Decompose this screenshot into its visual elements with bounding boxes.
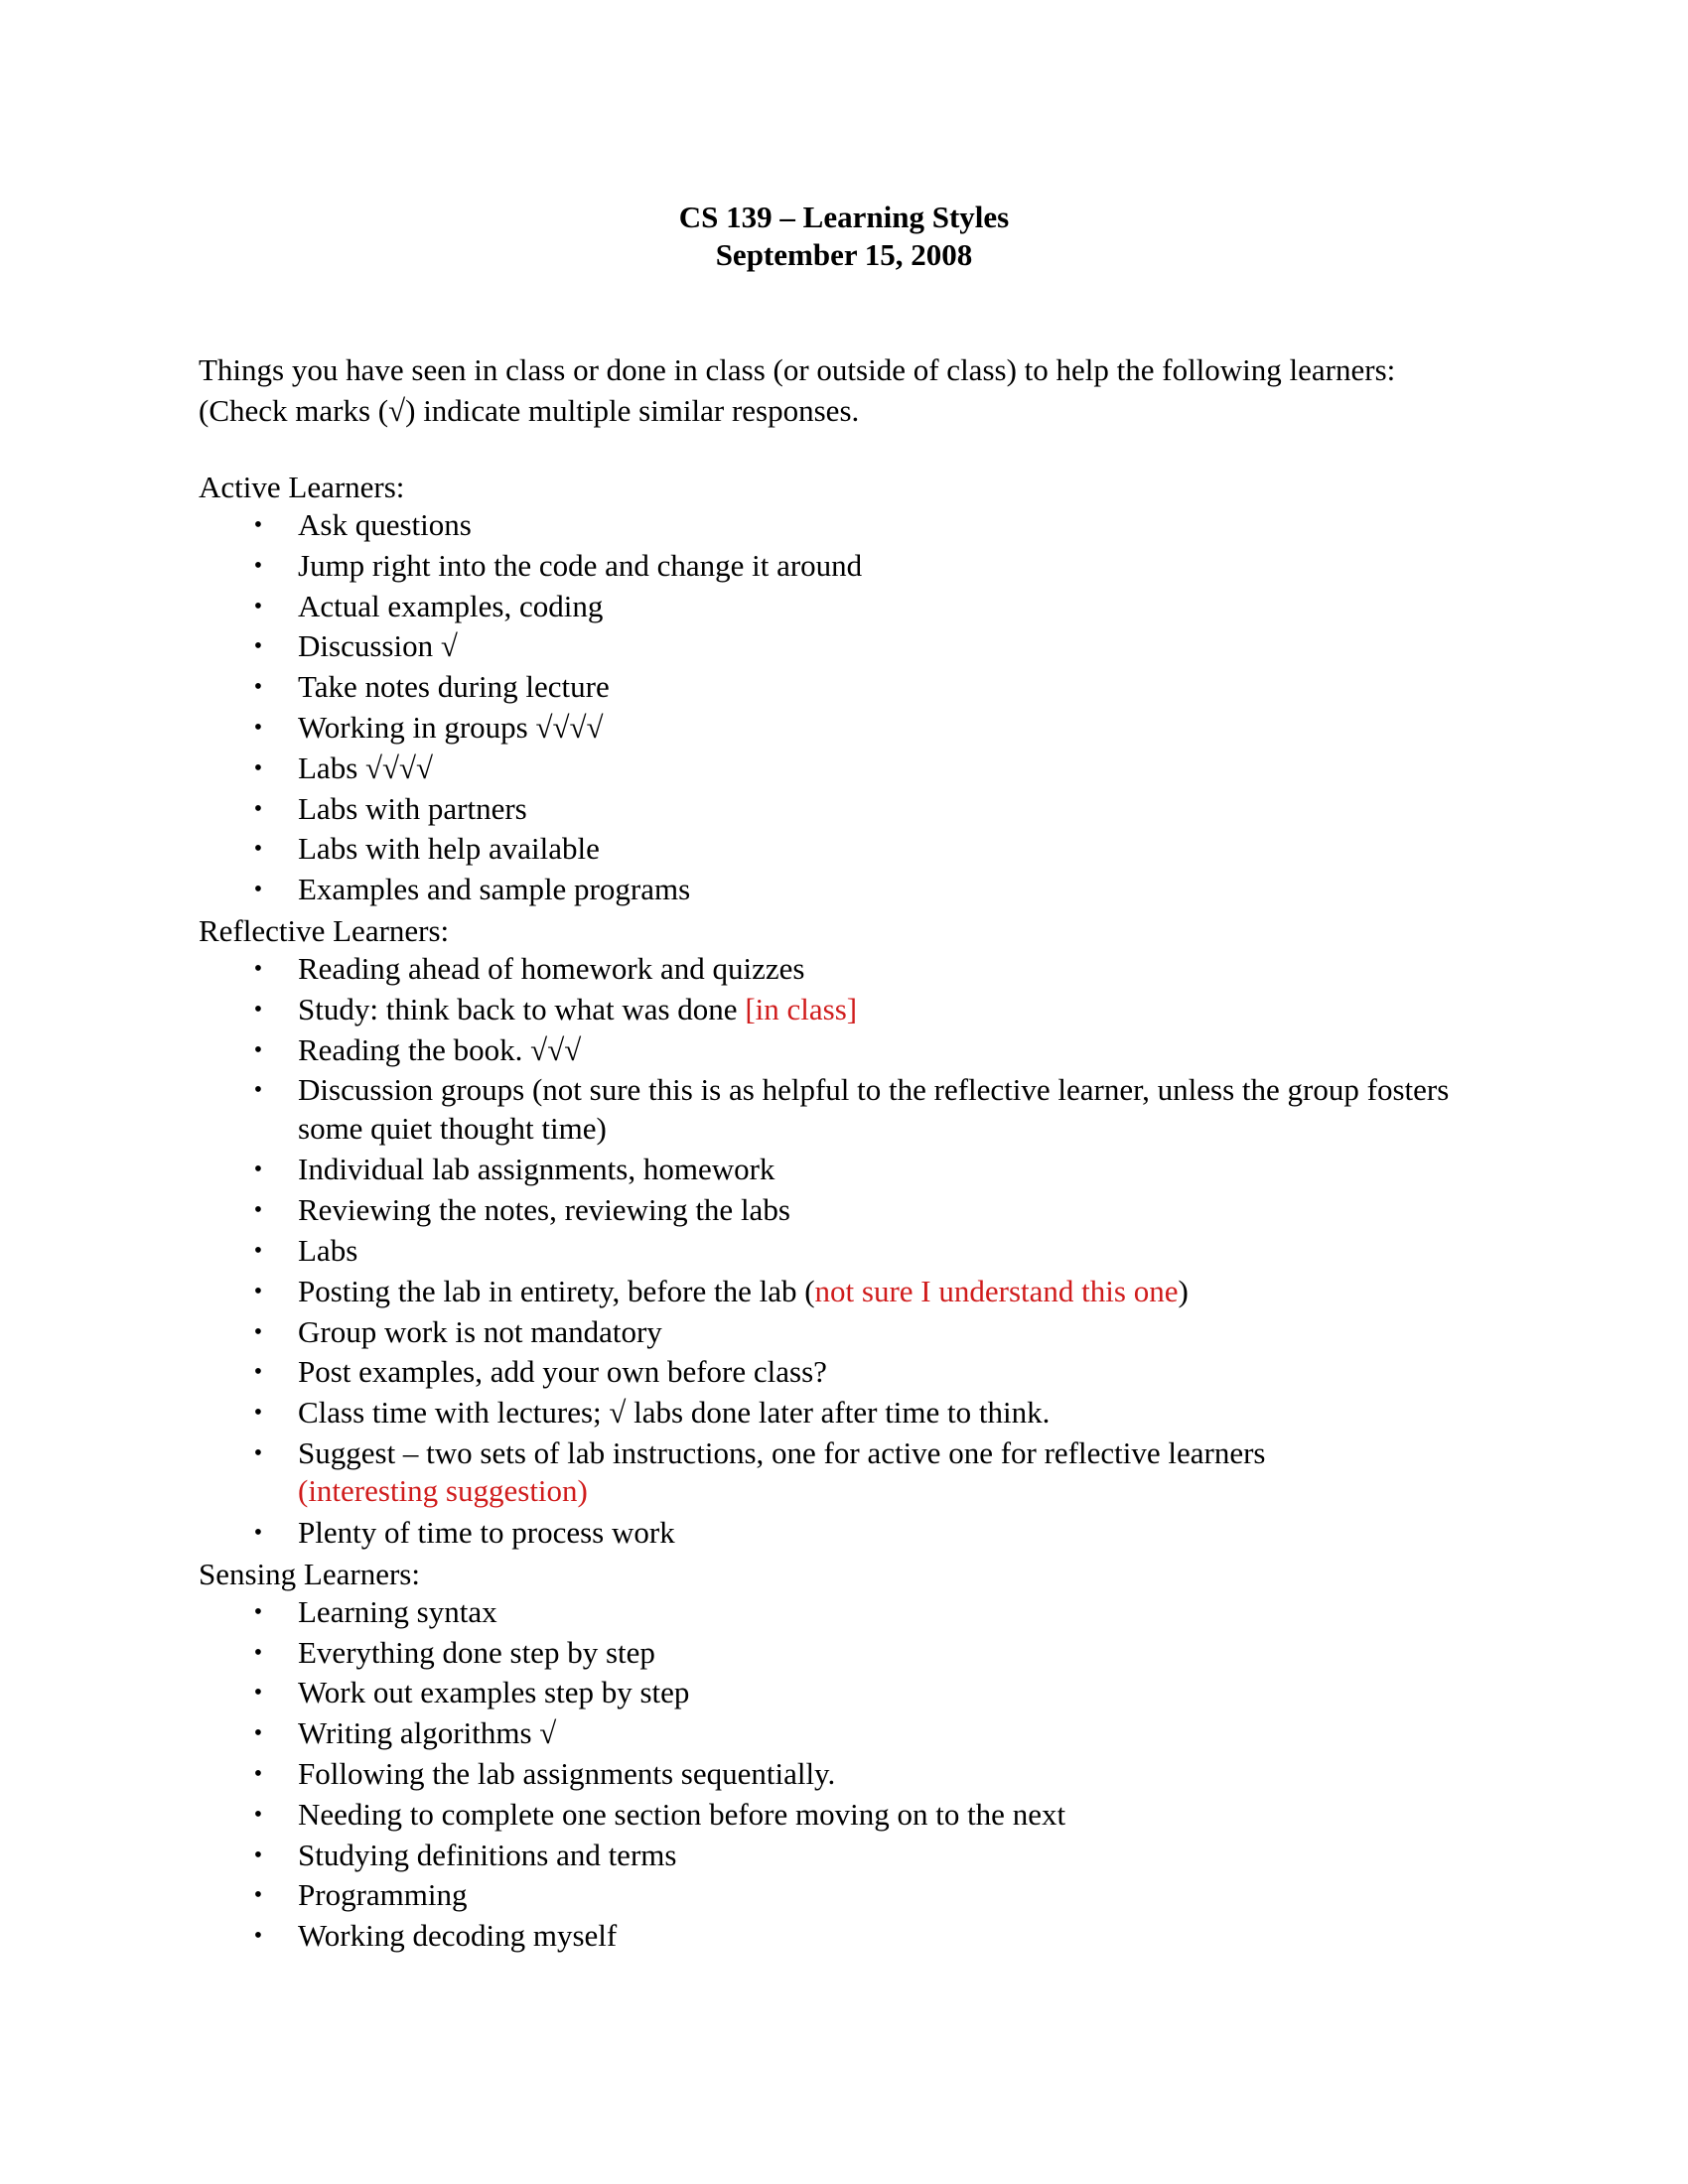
list-item xyxy=(199,1593,1509,1634)
list-item xyxy=(199,1031,1509,1072)
bullet-icon: • xyxy=(253,714,263,741)
list-item xyxy=(199,950,1509,991)
bullet-icon: • xyxy=(253,1882,263,1909)
bullet-icon: • xyxy=(253,955,263,982)
list-item xyxy=(199,1634,1509,1675)
bullet-icon: • xyxy=(253,1801,263,1828)
list-item xyxy=(199,750,1509,790)
item-text xyxy=(298,1435,1265,1509)
item-text: Needing to complete one section before moving on to the next xyxy=(298,1796,1066,1832)
item-text: Individual lab assignments, homework xyxy=(298,1152,775,1187)
list-item xyxy=(199,668,1509,709)
item-text: Discussion √ xyxy=(298,628,458,664)
section-heading: Active Learners: xyxy=(199,470,405,504)
item-text: Reading the book. √√√ xyxy=(298,1031,582,1067)
item-text: Writing algorithms √ xyxy=(298,1715,557,1751)
list-item xyxy=(199,709,1509,750)
bullet-icon: • xyxy=(253,836,263,863)
bullet-icon: • xyxy=(253,1318,263,1345)
item-text xyxy=(298,1274,1189,1308)
section-heading: Sensing Learners: xyxy=(199,1556,420,1591)
bullet-icon: • xyxy=(253,1720,263,1747)
item-text: Class time with lectures; √ labs done later after time to think. xyxy=(298,1395,1051,1431)
instructor-annotation: not sure I understand this one xyxy=(814,1273,1179,1308)
bullet-icon: • xyxy=(253,1639,263,1666)
list-item xyxy=(199,1796,1509,1837)
item-text: Reading ahead of homework and quizzes xyxy=(298,950,805,986)
intro-line-1: Things you have seen in class or done in class (or outside of class) to help the following learners: xyxy=(199,352,1396,387)
bullet-icon: • xyxy=(253,1400,263,1427)
list-item xyxy=(199,790,1509,831)
list-item xyxy=(199,1514,1509,1555)
list-item xyxy=(199,1876,1509,1917)
item-main-text: Posting the lab in entirety, before the lab ( xyxy=(298,1273,815,1308)
bullet-list xyxy=(199,950,1509,1555)
instructor-annotation: [in class] xyxy=(745,991,858,1026)
section-heading: Reflective Learners: xyxy=(199,912,450,948)
item-text: Discussion groups (not sure this is as helpful to the reflective learner, unless the group fosters some quiet thought time) xyxy=(298,1072,1450,1146)
bullet-icon: • xyxy=(253,552,263,579)
list-item xyxy=(199,1313,1509,1354)
item-text: Examples and sample programs xyxy=(298,872,691,907)
item-text: Take notes during lecture xyxy=(298,669,610,705)
item-text xyxy=(298,992,857,1026)
list-item xyxy=(199,547,1509,588)
bullet-icon: • xyxy=(253,754,263,781)
bullet-list xyxy=(199,1593,1509,1958)
bullet-icon: • xyxy=(253,1598,263,1625)
bullet-icon: • xyxy=(253,633,263,660)
item-text: Work out examples step by step xyxy=(298,1675,690,1710)
item-text: Working decoding myself xyxy=(298,1918,618,1954)
bullet-icon: • xyxy=(253,795,263,822)
item-text: Jump right into the code and change it around xyxy=(298,547,863,583)
bullet-icon: • xyxy=(253,674,263,701)
item-text: Group work is not mandatory xyxy=(298,1313,662,1349)
list-item xyxy=(199,1353,1509,1394)
intro-paragraph xyxy=(199,349,1509,431)
bullet-icon: • xyxy=(253,1237,263,1264)
bullet-icon: • xyxy=(253,1519,263,1546)
bullet-icon: • xyxy=(253,1036,263,1063)
item-text: Labs xyxy=(298,1232,358,1268)
list-item xyxy=(199,830,1509,871)
list-item xyxy=(199,1714,1509,1755)
list-item xyxy=(199,1674,1509,1714)
bullet-icon: • xyxy=(253,1077,263,1104)
bullet-icon: • xyxy=(253,1680,263,1706)
bullet-icon: • xyxy=(253,996,263,1023)
list-item xyxy=(199,1837,1509,1877)
item-text: Labs with partners xyxy=(298,790,527,826)
item-text: Ask questions xyxy=(298,507,472,542)
intro-line-2: (Check marks (√) indicate multiple similar responses. xyxy=(199,393,860,428)
item-main-text: Suggest – two sets of lab instructions, one for active one for reflective learners xyxy=(298,1434,1266,1470)
page-date: September 15, 2008 xyxy=(715,237,973,272)
list-item xyxy=(199,627,1509,668)
item-text: Labs √√√√ xyxy=(298,750,434,785)
list-item xyxy=(199,1232,1509,1273)
bullet-icon: • xyxy=(253,512,263,538)
bullet-icon: • xyxy=(253,1923,263,1950)
item-trailing-text: ) xyxy=(1178,1273,1189,1308)
title-block xyxy=(0,199,1688,274)
bullet-icon: • xyxy=(253,1842,263,1868)
list-item xyxy=(199,1394,1509,1434)
learner-sections xyxy=(199,468,1509,1958)
bullet-icon: • xyxy=(253,1359,263,1386)
list-item xyxy=(199,1755,1509,1796)
item-text: Post examples, add your own before class? xyxy=(298,1354,827,1390)
item-text: Reviewing the notes, reviewing the labs xyxy=(298,1192,790,1228)
bullet-icon: • xyxy=(253,1157,263,1183)
section-sensing-learners xyxy=(199,1555,1509,1958)
item-text: Actual examples, coding xyxy=(298,588,604,623)
item-text: Learning syntax xyxy=(298,1593,497,1629)
list-item xyxy=(199,1191,1509,1232)
bullet-icon: • xyxy=(253,1439,263,1466)
list-item xyxy=(199,1273,1509,1313)
bullet-icon: • xyxy=(253,593,263,619)
list-item xyxy=(199,1434,1509,1514)
item-main-text: Study: think back to what was done xyxy=(298,991,746,1026)
bullet-icon: • xyxy=(253,1197,263,1224)
item-text: Plenty of time to process work xyxy=(298,1514,675,1550)
bullet-icon: • xyxy=(253,1760,263,1787)
list-item xyxy=(199,1071,1509,1151)
item-text: Following the lab assignments sequentially. xyxy=(298,1755,836,1791)
section-reflective-learners xyxy=(199,911,1509,1555)
item-text: Programming xyxy=(298,1877,468,1913)
item-text: Studying definitions and terms xyxy=(298,1837,677,1872)
list-item xyxy=(199,991,1509,1031)
bullet-icon: • xyxy=(253,1278,263,1304)
bullet-list xyxy=(199,506,1509,911)
item-text: Everything done step by step xyxy=(298,1634,655,1670)
list-item xyxy=(199,588,1509,628)
list-item xyxy=(199,1917,1509,1958)
list-item xyxy=(199,871,1509,911)
item-text: Labs with help available xyxy=(298,831,600,867)
instructor-annotation: (interesting suggestion) xyxy=(298,1473,588,1509)
list-item xyxy=(199,506,1509,547)
bullet-icon: • xyxy=(253,877,263,903)
section-active-learners xyxy=(199,468,1509,911)
item-text: Working in groups √√√√ xyxy=(298,709,604,745)
page-title: CS 139 – Learning Styles xyxy=(678,200,1010,234)
list-item xyxy=(199,1151,1509,1191)
